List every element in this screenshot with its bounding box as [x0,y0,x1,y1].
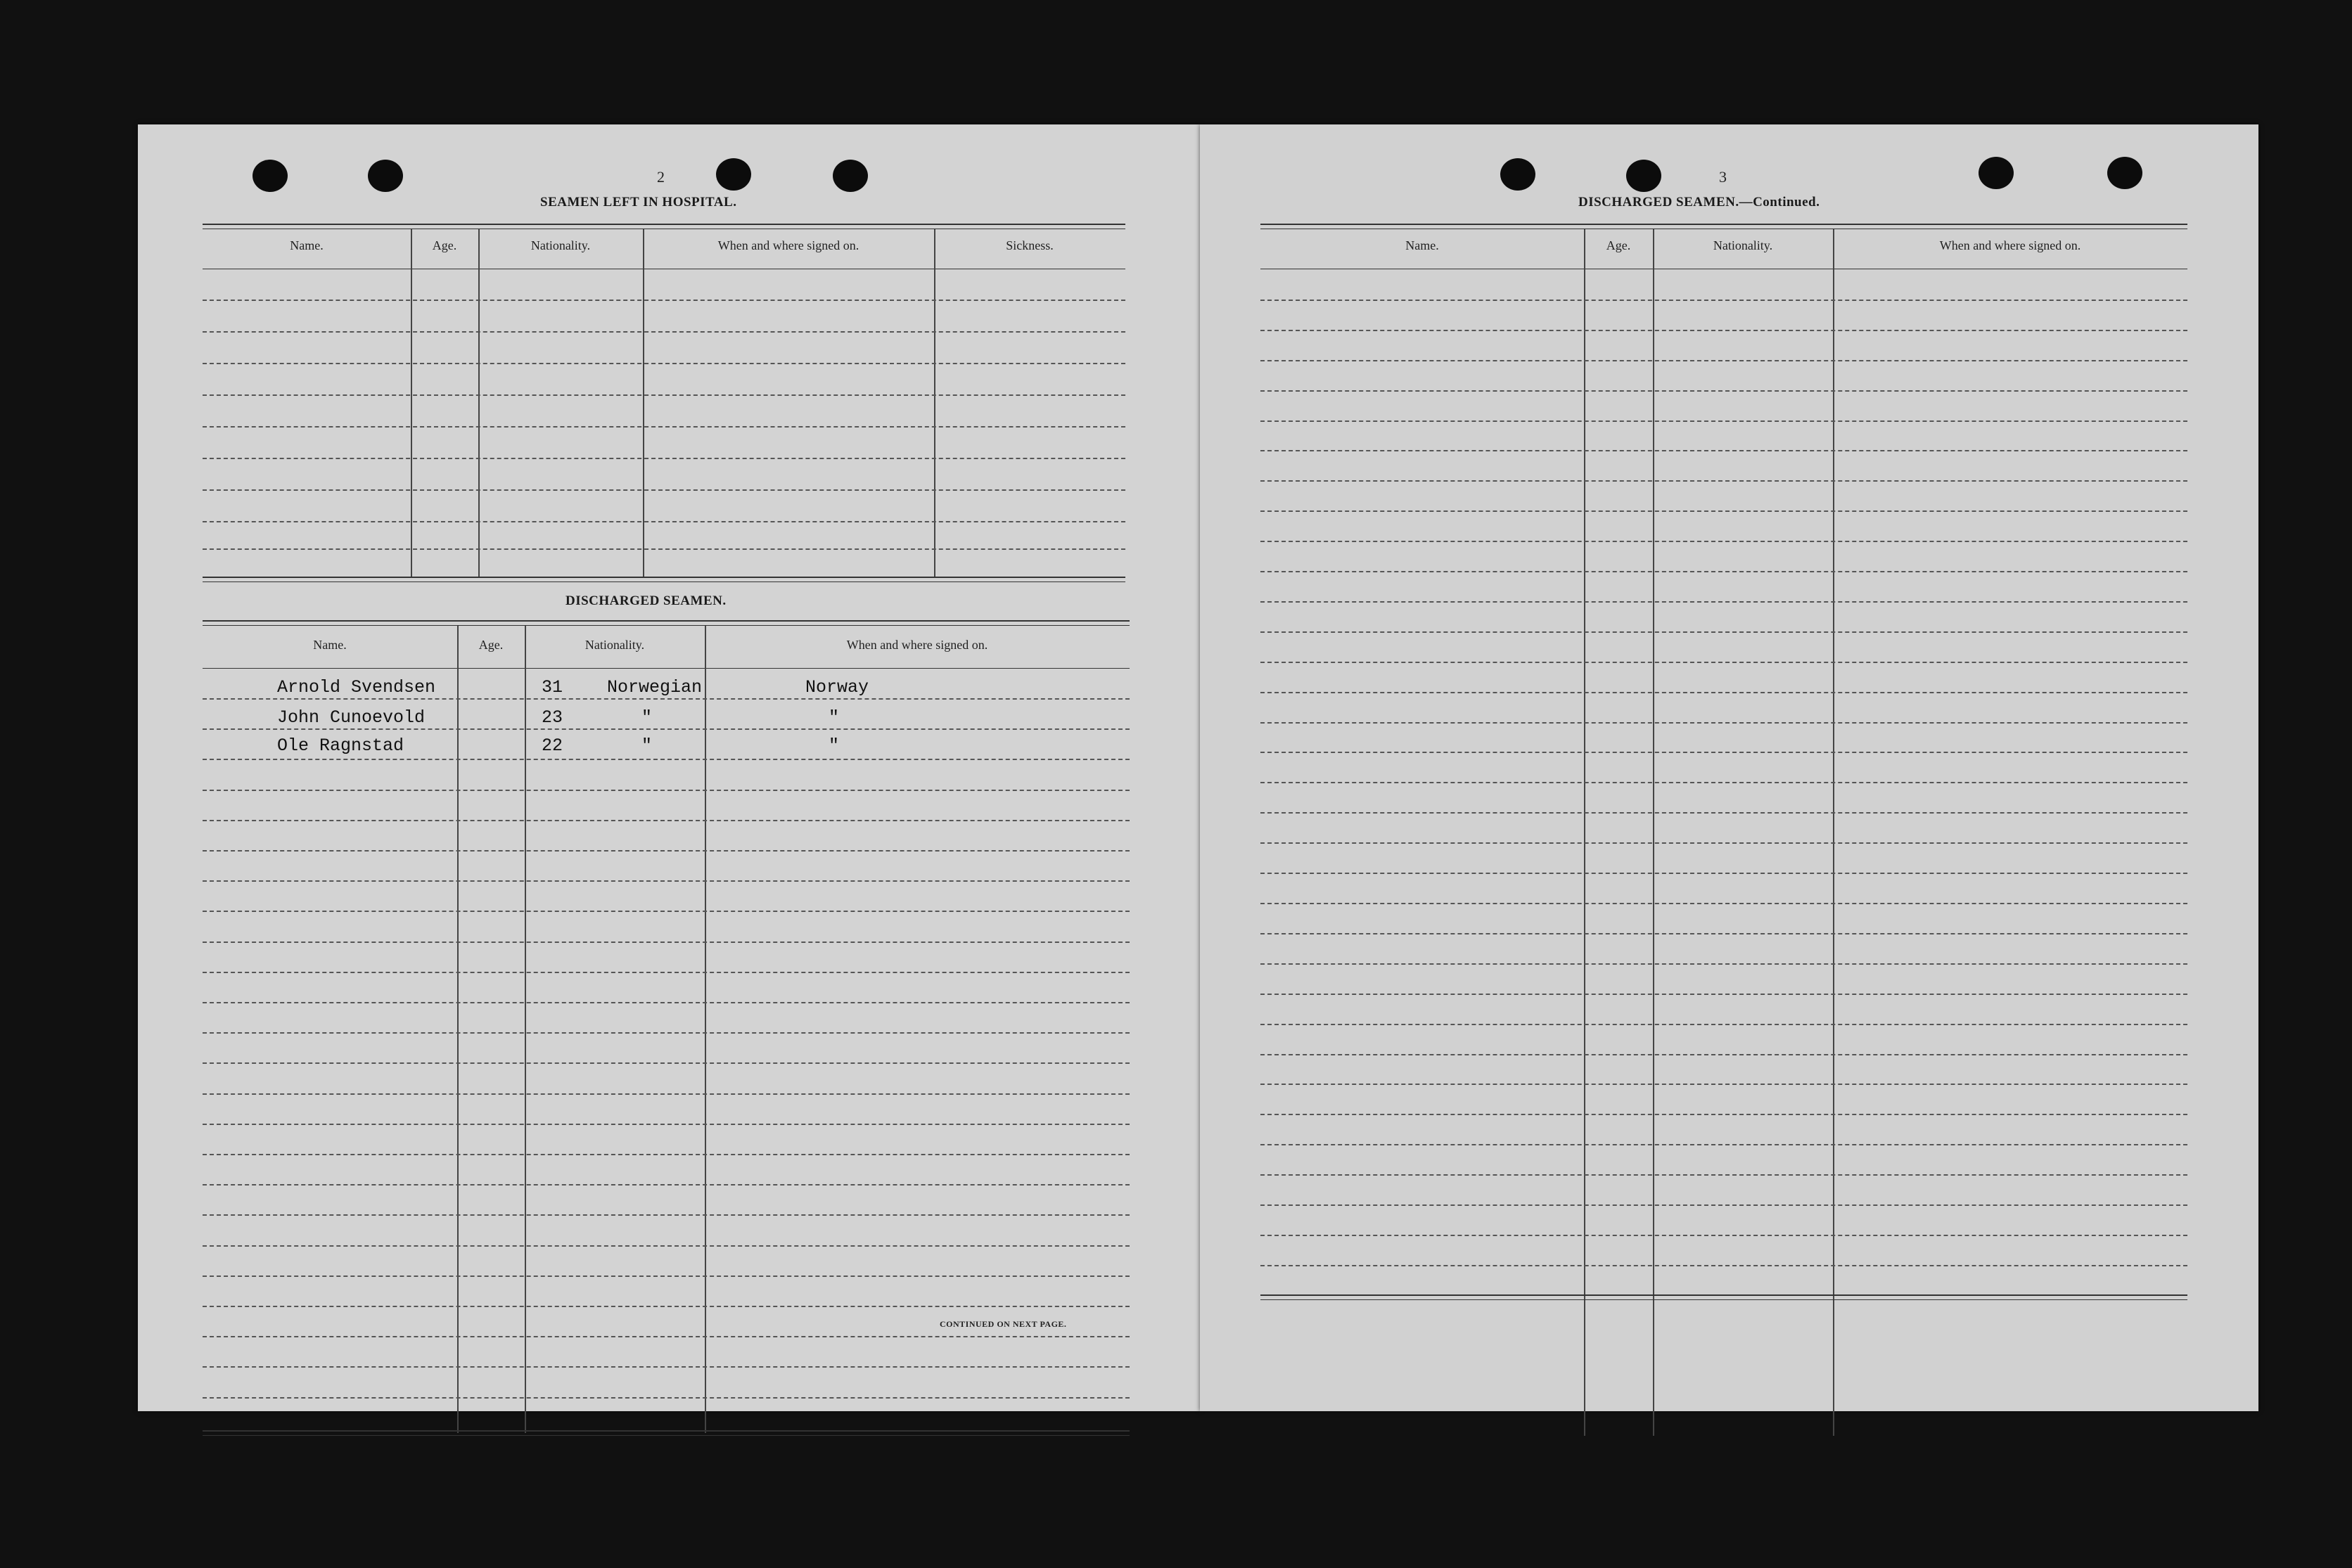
punch-hole [253,160,288,192]
ruled-line [203,1275,1130,1277]
ruled-line [1260,1024,2187,1025]
right-page [1200,124,2258,1411]
ruled-line [203,1093,1130,1095]
ruled-line [1260,1084,2187,1085]
ruled-line [1260,450,2187,451]
ruled-line [1260,782,2187,783]
punch-hole [716,158,751,191]
column-header: When and where signed on. [846,638,988,652]
discharged-section-title: DISCHARGED SEAMEN. [565,593,727,608]
ruled-line [1260,360,2187,361]
punch-hole [1500,158,1535,191]
seaman-age: 23 [542,707,563,728]
column-header: Age. [432,238,457,252]
ruled-line [203,698,1130,700]
ruled-line [1260,963,2187,965]
ruled-line [1260,1144,2187,1145]
ruled-line [1260,994,2187,995]
ruled-line [1260,571,2187,572]
page-number: 2 [657,168,665,186]
seaman-nationality: " [641,735,653,756]
ruled-line [1260,601,2187,603]
column-header: Nationality. [530,238,591,252]
column-header: When and where signed on. [717,238,859,252]
seaman-signed-on: " [829,707,840,728]
ruled-line [1260,812,2187,814]
column-header: Age. [1606,238,1631,252]
hospital-section-title: SEAMEN LEFT IN HOSPITAL. [540,195,737,210]
punch-hole [1979,157,2014,189]
continued-footer: CONTINUED ON NEXT PAGE. [940,1319,1067,1329]
ruled-line [1260,390,2187,392]
seaman-age: 31 [542,677,563,698]
ruled-line [203,1397,1130,1399]
ruled-line [203,880,1130,882]
column-header: Nationality. [1713,238,1773,252]
ruled-line [1260,1054,2187,1055]
ruled-line [1260,420,2187,422]
ruled-line [203,1336,1130,1337]
ruled-line [1260,1204,2187,1206]
ruled-line [1260,873,2187,874]
punch-hole [2107,157,2142,189]
ruled-line [203,1062,1130,1064]
left-page [138,124,1200,1411]
ruled-line [1260,903,2187,904]
ruled-line [1260,1174,2187,1176]
ruled-line [203,728,1130,730]
ruled-line [1260,300,2187,301]
ruled-line [203,1154,1130,1155]
column-header: Nationality. [584,638,645,652]
ruled-line [203,759,1130,760]
ruled-line [203,911,1130,912]
ruled-line [203,1245,1130,1247]
seaman-age: 22 [542,735,563,756]
ruled-line [203,972,1130,973]
ruled-line [203,1184,1130,1185]
column-header: Name. [290,238,324,252]
ruled-line [1260,541,2187,542]
ruled-line [1260,692,2187,693]
column-header: Name. [313,638,347,652]
seaman-name: Arnold Svendsen [277,677,436,698]
page-number: 3 [1719,168,1727,186]
punch-hole [1626,160,1661,192]
ruled-line [203,850,1130,852]
seaman-nationality: Norwegian [607,677,703,698]
ruled-line [1260,1114,2187,1115]
ruled-line [1260,1235,2187,1236]
seaman-nationality: " [641,707,653,728]
ruled-line [203,1366,1130,1368]
ruled-line [203,942,1130,943]
ruled-line [1260,933,2187,934]
ruled-line [203,790,1130,791]
ruled-line [1260,752,2187,753]
ruled-line [203,820,1130,821]
ruled-line [1260,842,2187,844]
ruled-line [1260,330,2187,331]
ruled-line [203,1214,1130,1216]
ruled-line [1260,631,2187,633]
punch-hole [833,160,868,192]
ruled-line [1260,510,2187,512]
ruled-line [203,1306,1130,1307]
ruled-line [1260,662,2187,663]
ruled-line [203,1032,1130,1034]
column-header: When and where signed on. [1939,238,2081,252]
column-header: Sickness. [1006,238,1054,252]
seaman-name: John Cunoevold [277,707,426,728]
punch-hole [368,160,403,192]
seaman-signed-on: Norway [805,677,869,698]
column-header: Age. [478,638,504,652]
ruled-line [203,1124,1130,1125]
discharged-continued-title: DISCHARGED SEAMEN.—Continued. [1578,195,1820,210]
seaman-name: Ole Ragnstad [277,735,404,756]
ruled-line [1260,1265,2187,1266]
ruled-line [1260,722,2187,724]
seaman-signed-on: " [829,735,840,756]
ruled-line [203,1002,1130,1003]
ruled-line [1260,480,2187,482]
column-header: Name. [1405,238,1439,252]
